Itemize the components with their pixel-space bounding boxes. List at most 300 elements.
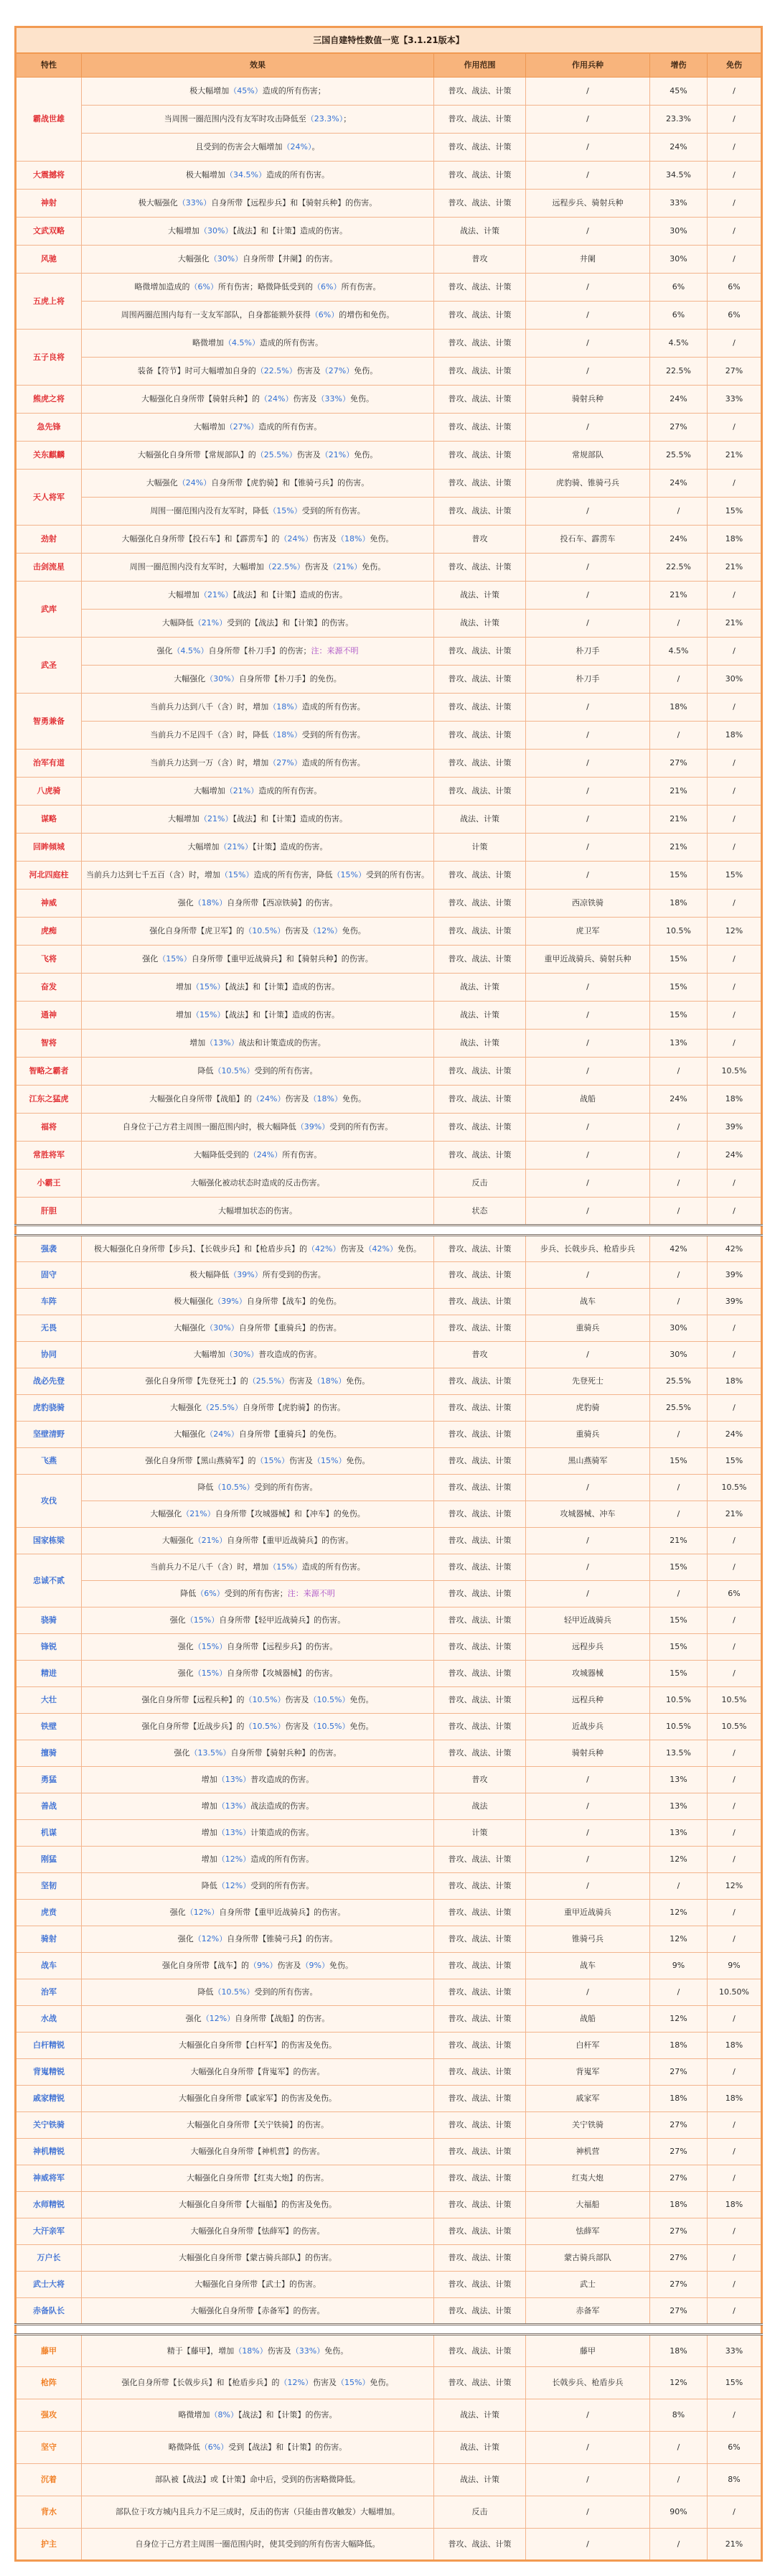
damage-down-cell: / [708, 2218, 762, 2245]
percent-highlight: （25.5%） [248, 1376, 289, 1386]
effect-cell: 略微增加造成的（6%）所有伤害；略微降低受到的（6%）所有伤害。 [82, 274, 434, 302]
damage-down-cell: / [708, 1847, 762, 1873]
note-highlight: 注：来源不明 [311, 646, 359, 655]
trait-name-cell: 万户长 [16, 2245, 82, 2272]
trait-name-cell: 沉着 [16, 2464, 82, 2496]
scope-cell: 普攻、战法、计策 [434, 1661, 526, 1687]
table-row [16, 1030, 762, 1058]
damage-up-cell: 22.5% [650, 358, 708, 386]
trait-name-cell: 五子良将 [16, 330, 82, 386]
damage-up-cell: / [650, 722, 708, 750]
percent-highlight: （15%） [313, 1456, 347, 1465]
scope-cell: 普攻、战法、计策 [434, 106, 526, 134]
scope-cell: 普攻 [434, 1342, 526, 1368]
effect-cell: 大幅强化自身所带【骑射兵种】的（24%）伤害及（33%）免伤。 [82, 386, 434, 414]
damage-up-cell: 27% [650, 414, 708, 442]
percent-highlight: （4.5%） [224, 338, 260, 347]
trait-name-cell: 飞燕 [16, 1448, 82, 1475]
scope-cell: 战法、计策 [434, 218, 526, 246]
trait-name-cell: 小霸王 [16, 1170, 82, 1198]
damage-up-cell: 24% [650, 470, 708, 498]
damage-up-cell: 18% [650, 2033, 708, 2059]
effect-cell: 大幅增加（30%）普攻造成的伤害。 [82, 1342, 434, 1368]
effect-cell: 降低（10.5%）受到的所有伤害。 [82, 1979, 434, 2006]
scope-cell: 普攻、战法、计策 [434, 162, 526, 190]
percent-highlight: （23.3%） [306, 114, 344, 123]
damage-up-cell: 15% [650, 974, 708, 1002]
damage-up-cell: 27% [650, 2112, 708, 2139]
unit-cell: 长戟步兵、枪盾步兵 [526, 2367, 650, 2399]
damage-down-cell: / [708, 1793, 762, 1820]
percent-highlight: （33%） [177, 198, 212, 207]
percent-highlight: （10.5%） [213, 1483, 255, 1492]
percent-highlight: （18%） [268, 730, 302, 739]
damage-down-cell: 21% [708, 610, 762, 638]
damage-down-cell: / [708, 2059, 762, 2086]
damage-up-cell: 10.5% [650, 1714, 708, 1740]
table-body [16, 78, 762, 2561]
scope-cell: 普攻、战法、计策 [434, 1395, 526, 1422]
unit-cell: / [526, 694, 650, 722]
table-row [16, 890, 762, 918]
scope-cell: 普攻、战法、计策 [434, 1528, 526, 1554]
trait-name-cell: 通神 [16, 1002, 82, 1030]
scope-cell: 普攻、战法、计策 [434, 442, 526, 470]
table-row [16, 2006, 762, 2033]
unit-cell: 背嵬军 [526, 2059, 650, 2086]
trait-name-cell: 刚猛 [16, 1847, 82, 1873]
damage-down-cell: / [708, 1607, 762, 1634]
table-row [16, 1262, 762, 1289]
unit-cell: / [526, 1198, 650, 1226]
percent-highlight: （42%） [364, 1243, 398, 1254]
table-row [16, 1448, 762, 1475]
note-highlight: 注：来源不明 [287, 1589, 335, 1598]
unit-cell: 投石车、霹雳车 [526, 526, 650, 554]
table-row [16, 806, 762, 834]
scope-cell: 普攻、战法、计策 [434, 2335, 526, 2367]
table-row [16, 1058, 762, 1086]
trait-name-cell: 大震撼将 [16, 162, 82, 190]
unit-cell: 骑射兵种 [526, 1740, 650, 1767]
scope-cell: 普攻、战法、计策 [434, 1554, 526, 1581]
trait-name-cell: 大汗亲军 [16, 2218, 82, 2245]
damage-up-cell: 10.5% [650, 918, 708, 946]
percent-highlight: （18%） [268, 702, 302, 711]
damage-down-cell: 18% [708, 526, 762, 554]
damage-up-cell: / [650, 1979, 708, 2006]
table-row [16, 2112, 762, 2139]
percent-highlight: （13%） [217, 1828, 251, 1837]
effect-cell: 强化（4.5%）自身所带【朴刀手】的伤害；注：来源不明 [82, 638, 434, 666]
unit-cell: / [526, 1847, 650, 1873]
unit-cell: 重甲近战骑兵、骑射兵种 [526, 946, 650, 974]
percent-highlight: （22.5%） [263, 562, 305, 571]
unit-cell: / [526, 1475, 650, 1501]
damage-down-cell: 21% [708, 1501, 762, 1528]
damage-up-cell: / [650, 1058, 708, 1086]
trait-name-cell: 武库 [16, 582, 82, 638]
damage-up-cell: 27% [650, 2218, 708, 2245]
percent-highlight: （12%） [309, 926, 342, 935]
percent-highlight: （6%） [313, 282, 342, 291]
damage-down-cell: / [708, 2272, 762, 2298]
scope-cell: 普攻、战法、计策 [434, 1289, 526, 1315]
damage-down-cell: 39% [708, 1262, 762, 1289]
damage-down-cell: 15% [708, 1448, 762, 1475]
damage-down-cell: / [708, 1342, 762, 1368]
unit-cell: / [526, 162, 650, 190]
scope-cell: 普攻、战法、计策 [434, 2006, 526, 2033]
percent-highlight: （12%） [217, 1881, 251, 1890]
effect-cell: 部队被【战法】或【计策】命中后，受到的伤害略微降低。 [82, 2464, 434, 2496]
damage-down-cell: / [708, 834, 762, 862]
trait-name-cell: 赤备队长 [16, 2298, 82, 2325]
percent-highlight: （6%） [199, 2442, 229, 2452]
damage-down-cell: / [708, 190, 762, 218]
effect-cell: 大幅强化（24%）自身所带【虎豹骑】和【锥骑弓兵】的伤害。 [82, 470, 434, 498]
effect-cell: 增加（15%）【战法】和【计策】造成的伤害。 [82, 1002, 434, 1030]
percent-highlight: （10.5%） [213, 1987, 255, 1997]
table-row [16, 302, 762, 330]
damage-up-cell: 12% [650, 1926, 708, 1953]
unit-cell: 红夷大炮 [526, 2165, 650, 2192]
effect-cell: 当前兵力不足四千（含）时，降低（18%）受到的所有伤害。 [82, 722, 434, 750]
damage-down-cell: 18% [708, 2086, 762, 2112]
damage-up-cell: 27% [650, 2245, 708, 2272]
unit-cell: 轻甲近战骑兵 [526, 1607, 650, 1634]
trait-name-cell: 击剑流星 [16, 554, 82, 582]
unit-cell: / [526, 1528, 650, 1554]
effect-cell: 强化自身所带【近战步兵】的（10.5%）伤害及（10.5%）免伤。 [82, 1714, 434, 1740]
effect-cell: 大幅强化（21%）自身所带【重甲近战骑兵】的伤害。 [82, 1528, 434, 1554]
percent-highlight: （21%） [193, 1536, 227, 1545]
unit-cell: 重骑兵 [526, 1422, 650, 1448]
table-row [16, 442, 762, 470]
scope-cell: 普攻、战法、计策 [434, 1086, 526, 1114]
table-row [16, 918, 762, 946]
effect-cell: 略微增加（8%）【战法】和【计策】的伤害。 [82, 2399, 434, 2432]
effect-cell: 强化（18%）自身所带【西凉铁骑】的伤害。 [82, 890, 434, 918]
effect-cell: 大幅强化自身所带【赤备军】的伤害。 [82, 2298, 434, 2325]
scope-cell: 普攻、战法、计策 [434, 2298, 526, 2325]
table-row [16, 554, 762, 582]
trait-name-cell: 战必先登 [16, 1368, 82, 1395]
unit-cell: 常规部队 [526, 442, 650, 470]
table-row [16, 1926, 762, 1953]
trait-name-cell: 五虎上将 [16, 274, 82, 330]
damage-down-cell: 10.5% [708, 1058, 762, 1086]
table-row [16, 946, 762, 974]
damage-up-cell: / [650, 1170, 708, 1198]
table-row [16, 1198, 762, 1226]
table-row [16, 2059, 762, 2086]
damage-up-cell: / [650, 1501, 708, 1528]
percent-highlight: （30%） [205, 674, 239, 683]
trait-name-cell: 骑射 [16, 1926, 82, 1953]
trait-name-cell: 攻伐 [16, 1475, 82, 1528]
damage-down-cell: / [708, 2399, 762, 2432]
trait-name-cell: 铁壁 [16, 1714, 82, 1740]
damage-down-cell: / [708, 1170, 762, 1198]
damage-down-cell: / [708, 1820, 762, 1847]
trait-name-cell: 常胜将军 [16, 1142, 82, 1170]
unit-cell: / [526, 974, 650, 1002]
trait-name-cell: 护主 [16, 2529, 82, 2561]
unit-cell: / [526, 778, 650, 806]
trait-name-cell: 骁骑 [16, 1607, 82, 1634]
table-row [16, 2245, 762, 2272]
percent-highlight: （21%） [320, 450, 354, 459]
trait-name-cell: 关宁铁骑 [16, 2112, 82, 2139]
effect-cell: 强化自身所带【虎卫军】的（10.5%）伤害及（12%）免伤。 [82, 918, 434, 946]
scope-cell: 普攻、战法、计策 [434, 470, 526, 498]
scope-cell: 普攻、战法、计策 [434, 722, 526, 750]
damage-up-cell: 21% [650, 1528, 708, 1554]
damage-down-cell: 27% [708, 358, 762, 386]
unit-cell: 重甲近战骑兵 [526, 1900, 650, 1926]
effect-cell: 大幅强化自身所带【武士】的伤害。 [82, 2272, 434, 2298]
damage-up-cell: 12% [650, 1900, 708, 1926]
unit-cell: / [526, 1979, 650, 2006]
damage-up-cell: / [650, 1475, 708, 1501]
scope-cell: 普攻、战法、计策 [434, 1926, 526, 1953]
effect-cell: 周围两圈范围内每有一支友军部队，自身都能额外获得（6%）的增伤和免伤。 [82, 302, 434, 330]
effect-cell: 大幅强化自身所带【关宁铁骑】的伤害。 [82, 2112, 434, 2139]
trait-name-cell: 坚壁清野 [16, 1422, 82, 1448]
percent-highlight: （10.5%） [244, 1722, 286, 1731]
damage-up-cell: 18% [650, 2335, 708, 2367]
scope-cell: 普攻、战法、计策 [434, 358, 526, 386]
unit-cell: 远程兵种 [526, 1687, 650, 1714]
trait-name-cell: 虎痴 [16, 918, 82, 946]
table-row [16, 974, 762, 1002]
scope-cell: 普攻、战法、计策 [434, 1448, 526, 1475]
damage-down-cell: / [708, 2006, 762, 2033]
percent-highlight: （24%） [279, 534, 313, 543]
percent-highlight: （24%） [248, 1150, 283, 1159]
percent-highlight: （12%） [201, 2014, 235, 2023]
damage-down-cell: / [708, 1740, 762, 1767]
scope-cell: 普攻、战法、计策 [434, 1687, 526, 1714]
trait-name-cell: 回眸倾城 [16, 834, 82, 862]
trait-name-cell: 水战 [16, 2006, 82, 2033]
effect-cell: 大幅强化自身所带【白杆军】的伤害及免伤。 [82, 2033, 434, 2059]
scope-cell: 战法、计策 [434, 2432, 526, 2464]
percent-highlight: （21%） [182, 1509, 215, 1518]
table-row [16, 2367, 762, 2399]
unit-cell: / [526, 414, 650, 442]
unit-cell: / [526, 2464, 650, 2496]
table-row [16, 1236, 762, 1262]
trait-name-cell: 虎豹骁骑 [16, 1395, 82, 1422]
percent-highlight: （18%） [309, 1094, 342, 1103]
scope-cell: 战法、计策 [434, 1030, 526, 1058]
effect-cell: 强化自身所带【黑山燕骑军】的（15%）伤害及（15%）免伤。 [82, 1448, 434, 1475]
percent-highlight: （15%） [268, 506, 302, 515]
damage-up-cell: 90% [650, 2496, 708, 2529]
effect-cell: 强化自身所带【战车】的（9%）伤害及（9%）免伤。 [82, 1953, 434, 1979]
effect-cell: 降低（6%）受到的所有伤害；注：来源不明 [82, 1581, 434, 1607]
trait-name-cell: 忠诚不贰 [16, 1554, 82, 1607]
damage-down-cell: 21% [708, 2529, 762, 2561]
header-trait: 特性 [16, 53, 82, 78]
trait-name-cell: 坚守 [16, 2432, 82, 2464]
header-unit: 作用兵种 [526, 53, 650, 78]
unit-cell: 近战步兵 [526, 1714, 650, 1740]
table-row [16, 1315, 762, 1342]
scope-cell: 普攻、战法、计策 [434, 1501, 526, 1528]
percent-highlight: （27%） [320, 366, 354, 375]
damage-down-cell: / [708, 470, 762, 498]
effect-cell: 大幅强化自身所带【怯薛军】的伤害。 [82, 2218, 434, 2245]
trait-name-cell: 劲射 [16, 526, 82, 554]
trait-name-cell: 锋锐 [16, 1634, 82, 1661]
scope-cell: 普攻、战法、计策 [434, 1900, 526, 1926]
table-row [16, 1979, 762, 2006]
effect-cell: 强化（15%）自身所带【重甲近战骑兵】和【骑射兵种】的伤害。 [82, 946, 434, 974]
scope-cell: 普攻、战法、计策 [434, 1114, 526, 1142]
effect-cell: 大幅降低（21%）受到的【战法】和【计策】的伤害。 [82, 610, 434, 638]
damage-up-cell: 24% [650, 386, 708, 414]
percent-highlight: （24%） [205, 1429, 239, 1439]
percent-highlight: （21%） [219, 842, 253, 851]
percent-highlight: （15%） [193, 1669, 227, 1678]
percent-highlight: （30%） [199, 226, 233, 235]
percent-highlight: （15%） [193, 1642, 227, 1651]
percent-highlight: （24%） [260, 394, 293, 403]
unit-cell: 怯薛军 [526, 2218, 650, 2245]
trait-name-cell: 武士大将 [16, 2272, 82, 2298]
scope-cell: 普攻、战法、计策 [434, 386, 526, 414]
unit-cell: 锥骑弓兵 [526, 1926, 650, 1953]
damage-down-cell: / [708, 638, 762, 666]
damage-down-cell: / [708, 1900, 762, 1926]
table-row [16, 2496, 762, 2529]
scope-cell: 普攻、战法、计策 [434, 1581, 526, 1607]
scope-cell: 状态 [434, 1198, 526, 1226]
trait-name-cell: 谋略 [16, 806, 82, 834]
percent-highlight: （15%） [255, 1456, 289, 1465]
damage-up-cell: 34.5% [650, 162, 708, 190]
damage-down-cell: 24% [708, 1422, 762, 1448]
damage-down-cell: 18% [708, 722, 762, 750]
scope-cell: 战法、计策 [434, 1002, 526, 1030]
scope-cell: 普攻、战法、计策 [434, 78, 526, 106]
damage-up-cell: / [650, 2464, 708, 2496]
scope-cell: 普攻、战法、计策 [434, 302, 526, 330]
scope-cell: 普攻、战法、计策 [434, 1847, 526, 1873]
unit-cell: 远程步兵 [526, 1634, 650, 1661]
damage-up-cell: 24% [650, 134, 708, 162]
effect-cell: 强化（12%）自身所带【重甲近战骑兵】的伤害。 [82, 1900, 434, 1926]
effect-cell: 强化（12%）自身所带【锥骑弓兵】的伤害。 [82, 1926, 434, 1953]
unit-cell: 先登死士 [526, 1368, 650, 1395]
table-title: 三国自建特性数值一览【3.1.21版本】 [16, 27, 762, 53]
trait-name-cell: 智将 [16, 1030, 82, 1058]
unit-cell: 虎豹骑 [526, 1395, 650, 1422]
damage-up-cell: 6% [650, 302, 708, 330]
unit-cell: / [526, 862, 650, 890]
unit-cell: 神机营 [526, 2139, 650, 2165]
effect-cell: 增加（13%）战法造成的伤害。 [82, 1793, 434, 1820]
table-row [16, 386, 762, 414]
scope-cell: 普攻、战法、计策 [434, 1475, 526, 1501]
damage-down-cell: / [708, 750, 762, 778]
unit-cell: 黑山燕骑军 [526, 1448, 650, 1475]
trait-name-cell: 无畏 [16, 1315, 82, 1342]
table-row [16, 778, 762, 806]
percent-highlight: （25.5%） [202, 1403, 243, 1412]
percent-highlight: （10.5%） [309, 1722, 350, 1731]
percent-highlight: （21%） [199, 590, 233, 599]
percent-highlight: （42%） [307, 1243, 341, 1254]
scope-cell: 普攻、战法、计策 [434, 1422, 526, 1448]
table-row [16, 1289, 762, 1315]
damage-down-cell: 18% [708, 2192, 762, 2218]
scope-cell: 战法、计策 [434, 806, 526, 834]
scope-cell: 普攻、战法、计策 [434, 1740, 526, 1767]
damage-down-cell: 10.50% [708, 1979, 762, 2006]
unit-cell: 虎卫军 [526, 918, 650, 946]
table-row [16, 526, 762, 554]
unit-cell: 攻城器械、冲车 [526, 1501, 650, 1528]
table-row [16, 582, 762, 610]
effect-cell: 强化（13.5%）自身所带【骑射兵种】的伤害。 [82, 1740, 434, 1767]
effect-cell: 当周围一圈范围内没有友军时攻击降低至（23.3%）； [82, 106, 434, 134]
trait-name-cell: 关东麒麟 [16, 442, 82, 470]
damage-up-cell: / [650, 1114, 708, 1142]
scope-cell: 普攻、战法、计策 [434, 2033, 526, 2059]
effect-cell: 大幅强化（30%）自身所带【井阑】的伤害。 [82, 246, 434, 274]
trait-name-cell: 水师精锐 [16, 2192, 82, 2218]
percent-highlight: （9%） [249, 1961, 278, 1970]
damage-up-cell: 12% [650, 1847, 708, 1873]
trait-name-cell: 坚韧 [16, 1873, 82, 1900]
table-row [16, 834, 762, 862]
section-divider-cell [16, 1226, 762, 1236]
unit-cell: 蒙古骑兵部队 [526, 2245, 650, 2272]
unit-cell: 骑射兵种 [526, 386, 650, 414]
table-row [16, 414, 762, 442]
effect-cell: 大幅强化（21%）自身所带【攻城器械】和【冲车】的免伤。 [82, 1501, 434, 1528]
effect-cell: 大幅强化自身所带【神机营】的伤害。 [82, 2139, 434, 2165]
unit-cell: / [526, 1058, 650, 1086]
damage-up-cell: 24% [650, 526, 708, 554]
effect-cell: 强化（12%）自身所带【战船】的伤害。 [82, 2006, 434, 2033]
unit-cell: 朴刀手 [526, 666, 650, 694]
unit-cell: 战船 [526, 2006, 650, 2033]
table-row [16, 862, 762, 890]
damage-down-cell: / [708, 330, 762, 358]
effect-cell: 周围一圈范围内没有友军时，大幅增加（22.5%）伤害及（21%）免伤。 [82, 554, 434, 582]
table-row [16, 1475, 762, 1501]
trait-name-cell: 强袭 [16, 1236, 82, 1262]
effect-cell: 增加（13%）计策造成的伤害。 [82, 1820, 434, 1847]
trait-name-cell: 背水 [16, 2496, 82, 2529]
damage-up-cell: 18% [650, 890, 708, 918]
trait-name-cell: 治军 [16, 1979, 82, 2006]
percent-highlight: （13%） [217, 1801, 251, 1811]
damage-up-cell: 21% [650, 834, 708, 862]
scope-cell: 普攻、战法、计策 [434, 2112, 526, 2139]
damage-down-cell: 42% [708, 1236, 762, 1262]
damage-down-cell: 10.5% [708, 1714, 762, 1740]
table-row [16, 750, 762, 778]
effect-cell: 增加（12%）造成的所有伤害。 [82, 1847, 434, 1873]
table-row [16, 1554, 762, 1581]
effect-cell: 大幅强化自身所带【戚家军】的伤害及免伤。 [82, 2086, 434, 2112]
